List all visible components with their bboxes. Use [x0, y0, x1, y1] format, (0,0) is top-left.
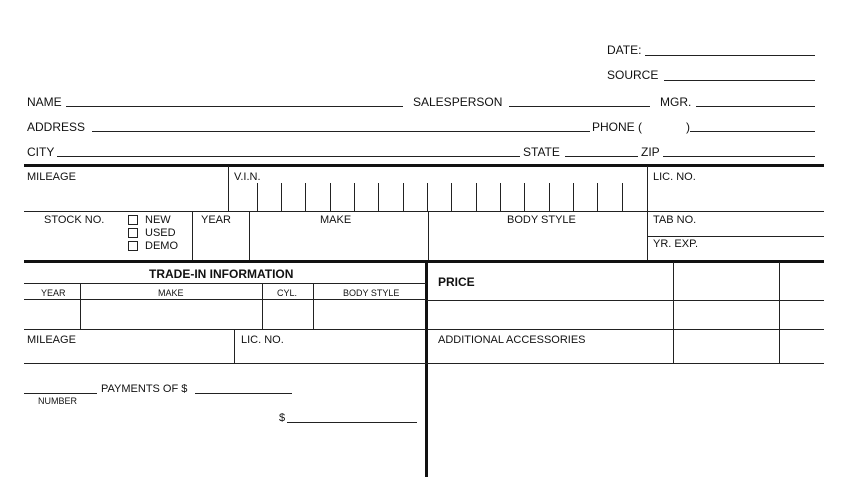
address-field[interactable] — [92, 131, 590, 132]
payments-of-label: PAYMENTS OF $ — [101, 383, 188, 395]
phone-close: ) — [686, 120, 690, 134]
used-checkbox[interactable] — [128, 228, 138, 238]
trade-year-label: YEAR — [41, 288, 66, 298]
source-field[interactable] — [664, 80, 815, 81]
vin-tick — [500, 183, 501, 211]
body-style-label: BODY STYLE — [507, 214, 576, 226]
source-label: SOURCE — [607, 68, 659, 82]
trade-make-cyl-divider — [262, 283, 263, 329]
lic-no-label: LIC. NO. — [653, 171, 696, 183]
vin-tick — [451, 183, 452, 211]
zip-label: ZIP — [641, 145, 660, 159]
accessories-row-rule — [427, 329, 824, 330]
demo-checkbox[interactable] — [128, 241, 138, 251]
vin-tick — [427, 183, 428, 211]
dollar-label: $ — [279, 412, 286, 424]
vin-tick — [524, 183, 525, 211]
vin-tick — [403, 183, 404, 211]
additional-accessories-label: ADDITIONAL ACCESSORIES — [438, 334, 586, 346]
price-col-divider-1 — [673, 262, 674, 363]
vin-tick — [281, 183, 282, 211]
new-label: NEW — [145, 214, 171, 226]
trade-make-label: MAKE — [158, 288, 184, 298]
trade-in-title-rule — [24, 283, 426, 284]
price-row-rule — [427, 300, 824, 301]
city-label: CITY — [27, 145, 55, 159]
stock-no-label: STOCK NO. — [44, 214, 105, 226]
vin-tick — [573, 183, 574, 211]
vin-tick — [378, 183, 379, 211]
vin-tick — [597, 183, 598, 211]
vehicle-bottom-rule — [24, 260, 824, 263]
state-field[interactable] — [565, 156, 638, 157]
trade-in-title: TRADE-IN INFORMATION — [149, 267, 294, 281]
date-label: DATE: — [607, 43, 642, 57]
trade-cyl-label: CYL. — [277, 288, 298, 298]
new-checkbox[interactable] — [128, 215, 138, 225]
tab-no-label: TAB NO. — [653, 214, 697, 226]
mileage-vin-divider — [228, 166, 229, 211]
vin-tick — [476, 183, 477, 211]
section-divider — [425, 262, 428, 477]
vin-lic-divider — [647, 166, 648, 260]
name-label: NAME — [27, 95, 62, 109]
state-label: STATE — [523, 145, 560, 159]
year-label: YEAR — [201, 214, 231, 226]
year-make-divider — [249, 211, 250, 260]
make-body-divider — [428, 211, 429, 260]
number-field[interactable] — [24, 393, 97, 394]
trade-in-row-rule — [24, 329, 426, 330]
mgr-field[interactable] — [696, 106, 815, 107]
address-label: ADDRESS — [27, 120, 86, 134]
phone-label: PHONE ( — [592, 120, 643, 134]
mgr-label: MGR. — [660, 95, 692, 109]
vin-tick — [549, 183, 550, 211]
vin-tick — [354, 183, 355, 211]
stock-year-divider — [192, 211, 193, 260]
vehicle-mid-rule — [24, 211, 824, 212]
trade-year-make-divider — [80, 283, 81, 329]
vehicle-top-rule — [24, 164, 824, 167]
trade-lic-no-label: LIC. NO. — [241, 334, 284, 346]
date-field[interactable] — [645, 55, 815, 56]
salesperson-field[interactable] — [509, 106, 650, 107]
payments-amount-field[interactable] — [195, 393, 292, 394]
city-field[interactable] — [57, 156, 520, 157]
yr-exp-label: YR. EXP. — [653, 238, 699, 250]
vin-tick — [622, 183, 623, 211]
phone-field[interactable] — [690, 131, 815, 132]
trade-mileage-lic-divider — [234, 329, 235, 363]
name-field[interactable] — [66, 106, 403, 107]
vin-tick — [257, 183, 258, 211]
salesperson-label: SALESPERSON — [413, 95, 503, 109]
zip-field[interactable] — [663, 156, 815, 157]
demo-label: DEMO — [145, 240, 178, 252]
number-label: NUMBER — [38, 396, 78, 406]
tab-yr-divider — [647, 236, 824, 237]
section-bottom-rule — [24, 363, 824, 364]
mileage-label: MILEAGE — [27, 171, 76, 183]
trade-in-header-rule — [24, 299, 426, 300]
trade-mileage-label: MILEAGE — [27, 334, 76, 346]
vin-label: V.I.N. — [234, 171, 261, 183]
used-label: USED — [145, 227, 176, 239]
dollar-amount-field[interactable] — [287, 422, 417, 423]
vin-tick — [305, 183, 306, 211]
make-label: MAKE — [320, 214, 352, 226]
vin-tick — [330, 183, 331, 211]
trade-cyl-body-divider — [313, 283, 314, 329]
price-col-divider-2 — [779, 262, 780, 363]
trade-body-style-label: BODY STYLE — [343, 288, 400, 298]
price-label: PRICE — [438, 275, 475, 289]
